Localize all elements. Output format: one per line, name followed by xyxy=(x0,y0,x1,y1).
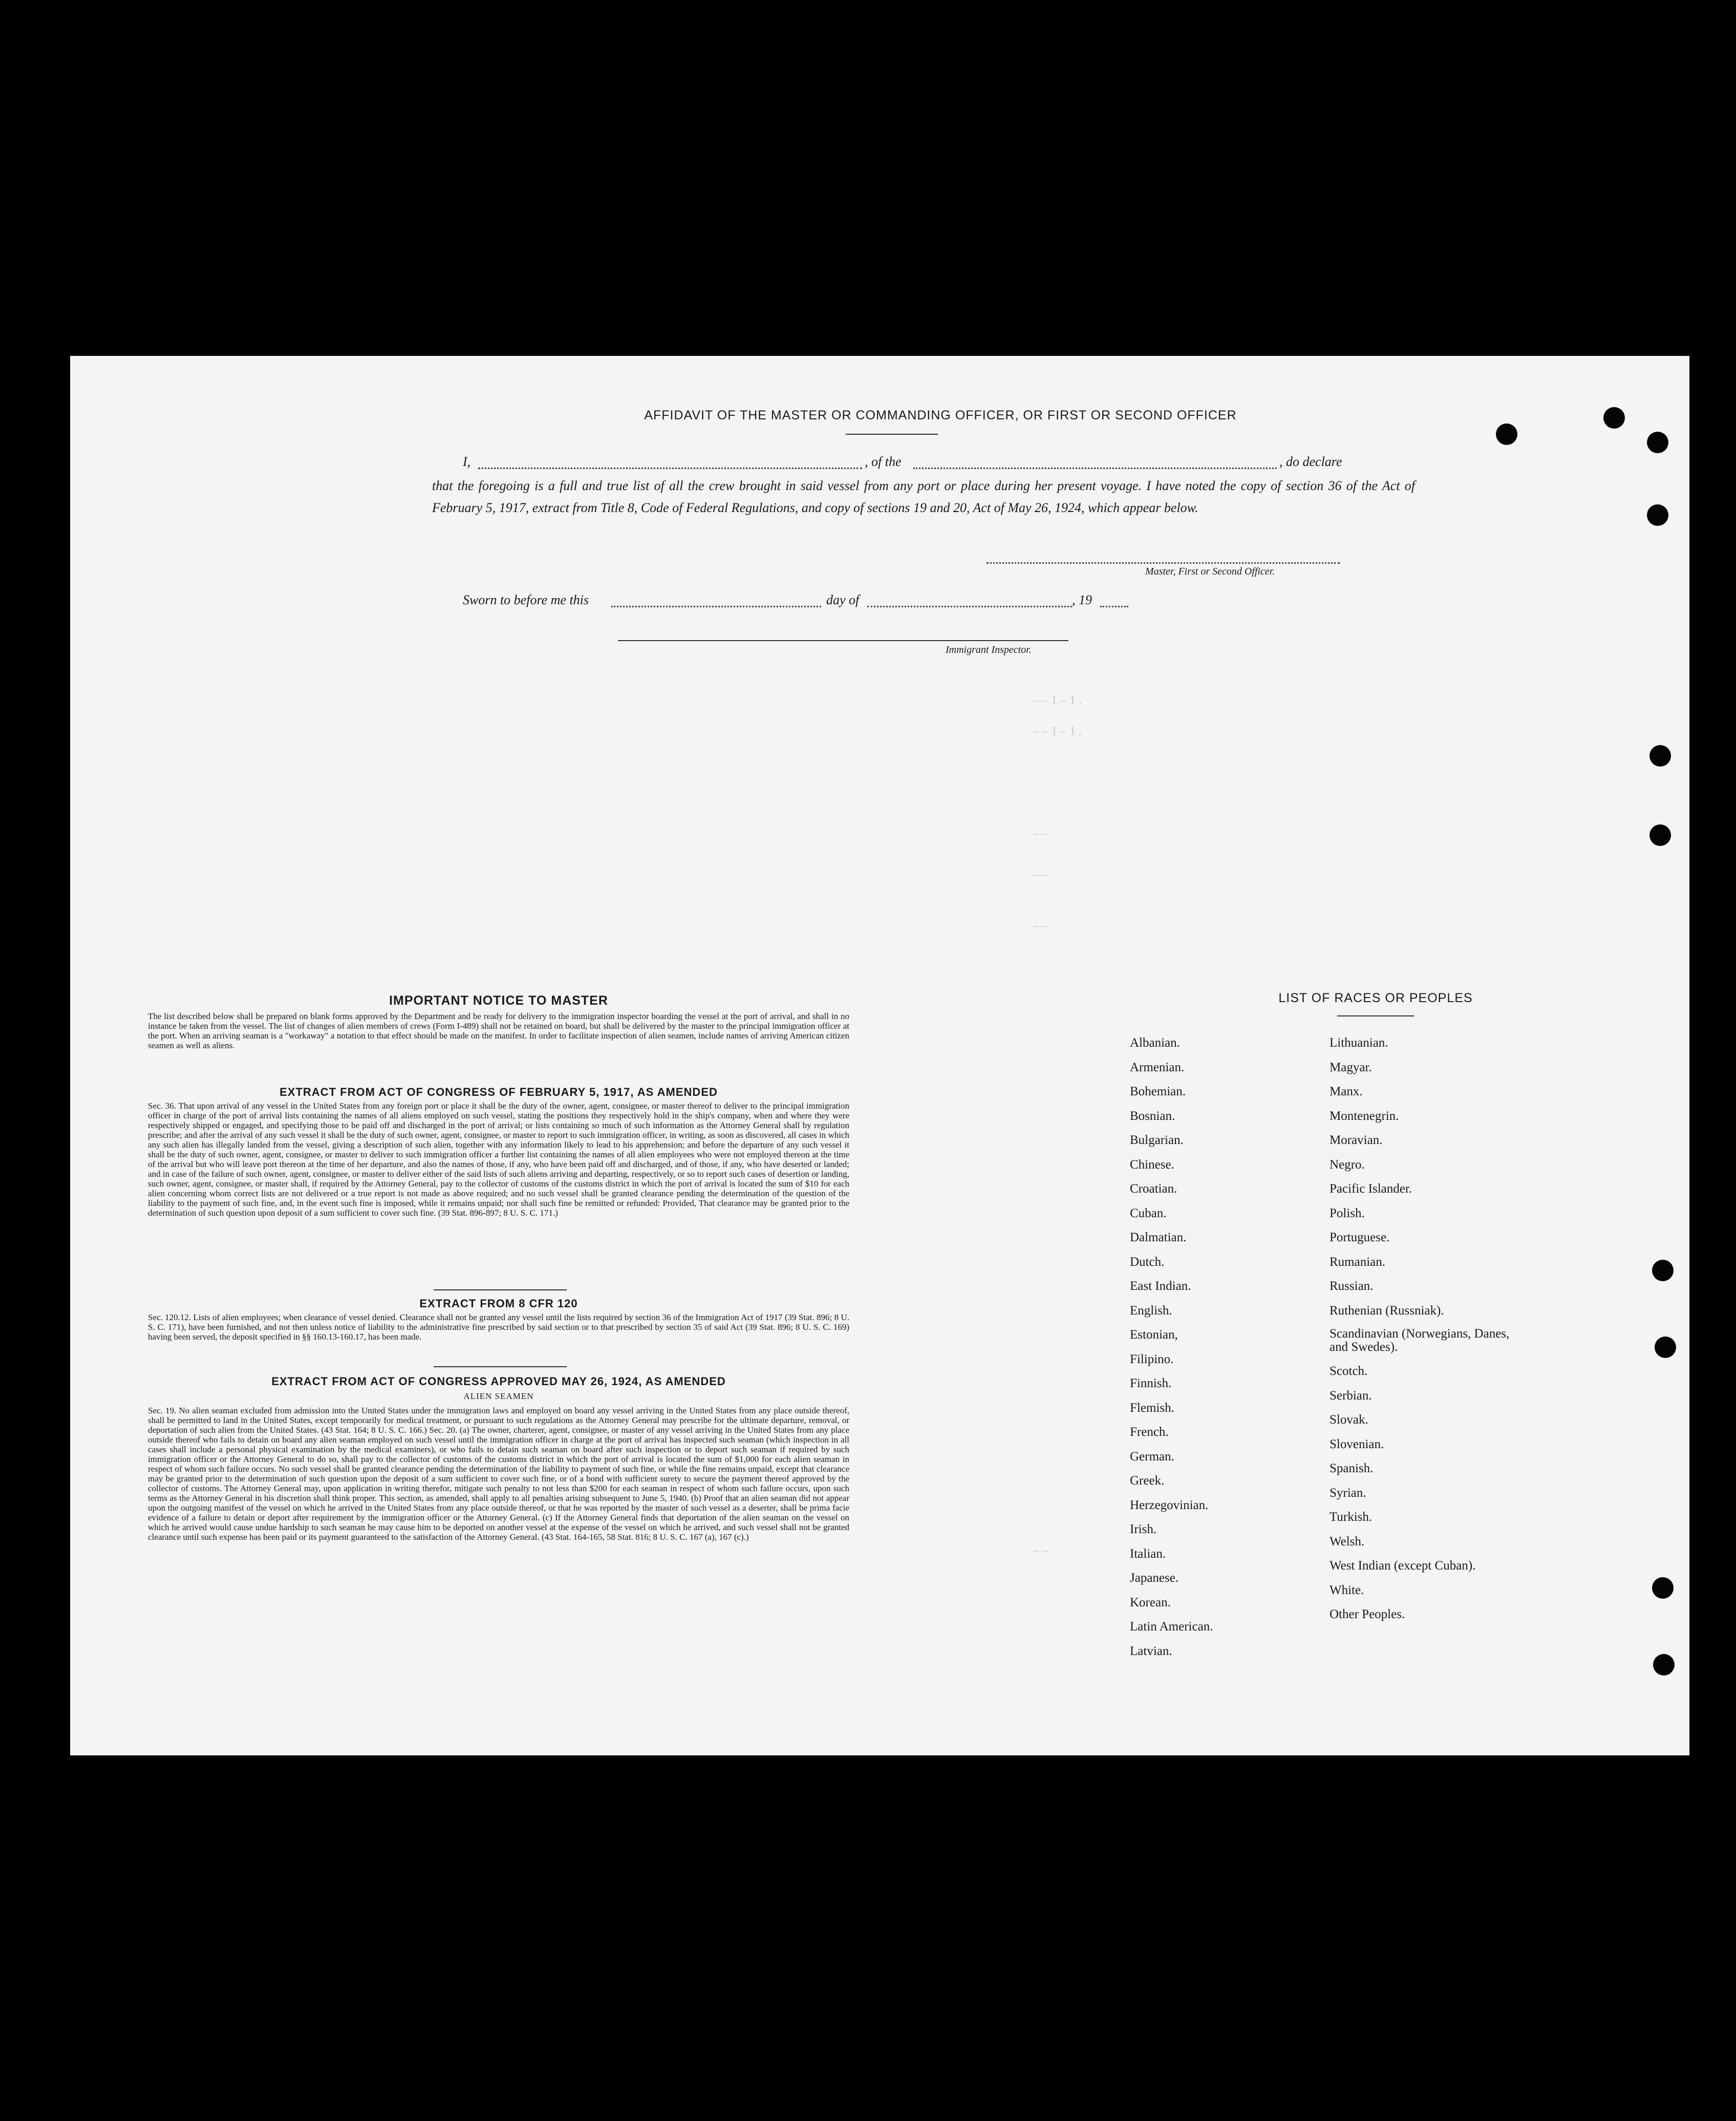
race-item: Greek. xyxy=(1130,1474,1165,1488)
race-item: East Indian. xyxy=(1130,1279,1191,1293)
of-the-label: , of the xyxy=(865,454,902,469)
extract-1924-text: Sec. 19. No alien seaman excluded from admission into the United States under the immigration laws and employed on board any vessel arriving in the United States from any place outside thereof, shall be permitted to land in the United States, except temporarily for medical treatment, or pursuant to such regulations as the Attorney General may prescribe for the ultimate departure, removal, or deportation of such alien from the United States. (43 Stat. 164; 8 U. S. C. 166.) Sec. 20. (a) The owner, charterer, agent, consignee, or master of any vessel arriving in the United States from any place outside thereof who fails to detain on board any alien seaman employed on such vessel until the immigration officer in charge at the port of arrival has inspected such seaman (which inspection in all cases shall include a personal physical examination by the medical examiners), or who fails to detain such seaman on board after such inspection or to deport such seaman if required by such immigration officer or the Attorney General to do so, shall pay to the collector of customs of the customs district in which the port of arrival is located the sum of $1,000 for each alien seaman in respect of whom such failure occurs. No such vessel shall be granted clearance pending the determination of the liability to payment of such fine, or while the fine remains unpaid, except that clearance may be granted prior to the determination of such question upon the deposit of a sum sufficient to cover such fine, or of a bond with sufficient surety to secure the payment thereof approved by the collector of customs. The Attorney General may, upon application in writing therefor, mitigate such penalty to not less than $200 for each seaman in respect of whom such failure occurs, upon such terms as the Attorney General in his discretion shall think proper. This section, as amended, shall apply to all penalties arising subsequent to June 5, 1940. (b) Proof that an alien seaman did not appear upon the outgoing manifest of the vessel on which he arrived in the United States from any place outside thereof, or that he was reported by the master of such vessel as a deserter, shall be prima facie evidence of a failure to detain or deport after requirement by the immigration officer or the Attorney General. (c) If the Attorney General finds that deportation of the alien seaman on the vessel on which he arrived would cause undue hardship to such seaman he may cause him to be deported on another vessel at the expense of the vessel on which he arrived, and such vessel shall not be granted clearance until such expense has been paid or its payment guaranteed to the satisfaction of the Attorney General. (43 Stat. 164-165, 58 Stat. 816; 8 U. S. C. 167 (a), 167 (c).) xyxy=(148,1406,849,1542)
race-item: Welsh. xyxy=(1330,1534,1365,1549)
race-item: Estonian, xyxy=(1130,1328,1178,1342)
race-item: Slovak. xyxy=(1330,1413,1368,1427)
section-divider xyxy=(434,1289,567,1290)
do-declare-label: , do declare xyxy=(1279,454,1342,469)
race-item: Moravian. xyxy=(1330,1133,1383,1147)
race-item: Spanish. xyxy=(1330,1461,1374,1476)
master-signature-label: Master, First or Second Officer. xyxy=(1145,566,1275,577)
notice-title: IMPORTANT NOTICE TO MASTER xyxy=(389,993,608,1008)
sworn-year-field[interactable] xyxy=(1100,606,1128,607)
sworn-label: Sworn to before me this xyxy=(463,592,589,607)
name-field[interactable] xyxy=(478,468,862,469)
declaration-line xyxy=(463,454,1415,472)
extract-8cfr-text: Sec. 120.12. Lists of alien employees; when clearance of vessel denied. Clearance shall not be granted any vessel until the lists required by section 36 of the Immigration Act of 1917 (39 Stat. 896; 8 U. S. C. 171), have been furnished, and not then unless notice of liability to the administrative fine prescribed by said section or to that prescribed by section 35 of said Act (39 Stat. 896; 8 U. S. C. 169) having been served, the deposit specified in §§ 160.13-160.17, has been made. xyxy=(148,1312,849,1342)
race-item: Other Peoples. xyxy=(1330,1607,1405,1622)
race-item: Slovenian. xyxy=(1330,1437,1384,1451)
race-item: West Indian (except Cuban). xyxy=(1330,1559,1476,1573)
race-item: Negro. xyxy=(1330,1157,1365,1172)
race-item: Latvian. xyxy=(1130,1644,1172,1658)
race-item: Italian. xyxy=(1130,1546,1166,1561)
extract-8cfr-title: EXTRACT FROM 8 CFR 120 xyxy=(419,1297,578,1310)
race-item: Polish. xyxy=(1330,1206,1365,1220)
extract-1917-text: Sec. 36. That upon arrival of any vessel in the United States from any foreign port or place it shall be the duty of the owner, agent, consignee, or master thereof to deliver to the principal immigration officer in charge of the port of arrival lists containing the names of all aliens employed on such vessel, stating the positions they respectively hold in the ship's company, when and where they were respectively shipped or engaged, and specifying those to be paid off and discharged in the port of arrival; or lists containing so much of such information as the Attorney General shall by regulation prescribe; and after the arrival of any such vessel it shall be the duty of such owner, agent, consignee, or master to report to such immigration officer, in writing, as soon as discovered, all cases in which any such alien has illegally landed from the vessel, giving a description of such alien, together with any information likely to lead to his apprehension; and before the departure of any such vessel it shall be the duty of such owner, agent, consignee, or master to deliver to such immigration officer a further list containing the names of all alien employees who were not employed thereon at the time of the arrival but who will leave port thereon at the time of her departure, and also the names of those, if any, who have been paid off and discharged, and of those, if any, who have deserted or landed; and in case of the failure of such owner, agent, consignee, or master to deliver either of the said lists of such aliens arriving and departing, respectively, or so to report such cases of desertion or landing, such owner, agent, consignee, or master shall, if required by the Attorney General, pay to the collector of customs of the customs district in which the port of arrival is located the sum of $10 for each alien concerning whom correct lists are not delivered or a true report is not made as above required; and no such vessel shall be granted clearance pending the determination of the question of the liability to the payment of such fine, and, in the event such fine is imposed, while it remains unpaid; nor shall such fine be remitted or refunded: Provided, That clearance may be granted prior to the determination of such question upon deposit of a sum sufficient to cover such fine. (39 Stat. 896-897; 8 U. S. C. 171.) xyxy=(148,1101,849,1218)
race-item: Ruthenian (Russniak). xyxy=(1330,1303,1444,1318)
race-item: Montenegrin. xyxy=(1330,1109,1399,1123)
race-item: Latin American. xyxy=(1130,1620,1213,1634)
punch-hole xyxy=(1603,407,1625,429)
inspector-signature-label: Immigrant Inspector. xyxy=(946,644,1032,655)
punch-hole xyxy=(1496,423,1517,445)
extract-1917-title: EXTRACT FROM ACT OF CONGRESS OF FEBRUARY 5, 1917, AS AMENDED xyxy=(280,1086,718,1098)
race-item: Cuban. xyxy=(1130,1206,1167,1220)
notice-text: The list described below shall be prepared on blank forms approved by the Department and be ready for delivery to the immigration inspector boarding the vessel at the port of arrival, and shall in no instance be taken from the vessel. The list of changes of alien members of crews (Form I-489) shall not be retained on board, but shall be delivered by the master to the principal immigration officer at the port. When an arriving seaman is a "workaway" a notation to that effect should be made on the manifest. In order to facilitate inspection of alien seamen, include names of arriving American citizen seamen as well as aliens. xyxy=(148,1011,849,1050)
races-title-underline xyxy=(1337,1015,1414,1016)
race-item: Irish. xyxy=(1130,1522,1157,1536)
document-page xyxy=(70,356,1689,1755)
extract-1924-subtitle: ALIEN SEAMEN xyxy=(463,1391,534,1401)
sworn-day-field[interactable] xyxy=(611,606,821,607)
race-item: Pacific Islander. xyxy=(1330,1182,1412,1196)
punch-hole xyxy=(1647,432,1668,453)
inspector-signature-line[interactable] xyxy=(618,640,1068,641)
race-item: Manx. xyxy=(1330,1085,1363,1098)
punch-hole xyxy=(1649,824,1671,846)
races-title: LIST OF RACES OR PEOPLES xyxy=(1278,991,1473,1005)
race-item: Portuguese. xyxy=(1330,1231,1390,1244)
race-item: Scotch. xyxy=(1330,1364,1368,1378)
race-item: Bulgarian. xyxy=(1130,1133,1184,1147)
i-label: I, xyxy=(463,454,471,469)
year-label: , 19 xyxy=(1072,592,1092,607)
race-item: Chinese. xyxy=(1130,1157,1174,1172)
punch-hole xyxy=(1649,745,1671,767)
punch-hole xyxy=(1652,1260,1674,1281)
race-item: Serbian. xyxy=(1330,1388,1372,1403)
punch-hole xyxy=(1653,1654,1675,1675)
race-item: Turkish. xyxy=(1330,1510,1373,1524)
race-item: Dalmatian. xyxy=(1130,1231,1187,1244)
race-item: Armenian. xyxy=(1130,1060,1185,1074)
race-item: Dutch. xyxy=(1130,1255,1165,1269)
race-item: Finnish. xyxy=(1130,1376,1172,1390)
race-item: White. xyxy=(1330,1583,1364,1597)
race-item: Bohemian. xyxy=(1130,1085,1186,1098)
race-item: French. xyxy=(1130,1425,1169,1439)
affidavit-body: that the foregoing is a full and true list of all the crew brought in said vessel from any port or place during her present voyage. I have noted the copy of section 36 of the Act of February 5, 1917, extract from Title 8, Code of Federal Regulations, and copy of sections 19 and 20, Act of May 26, 1924, which appear below. xyxy=(432,478,1415,515)
race-item: German. xyxy=(1130,1449,1174,1464)
race-item: Herzegovinian. xyxy=(1130,1498,1209,1512)
race-item: Croatian. xyxy=(1130,1182,1177,1196)
sworn-line xyxy=(463,592,1231,610)
sworn-month-field[interactable] xyxy=(867,606,1072,607)
race-item: Japanese. xyxy=(1130,1571,1179,1585)
race-item: Syrian. xyxy=(1330,1486,1366,1500)
race-item: Filipino. xyxy=(1130,1352,1174,1366)
punch-hole xyxy=(1647,504,1668,526)
race-item: Scandinavian (Norwegians, Danes, and Swedes). xyxy=(1330,1327,1510,1354)
race-item: Korean. xyxy=(1130,1595,1171,1609)
race-item: Russian. xyxy=(1330,1279,1374,1293)
punch-hole xyxy=(1655,1337,1676,1358)
section-divider xyxy=(434,1366,567,1367)
race-item: Magyar. xyxy=(1330,1060,1372,1074)
title-underline xyxy=(846,434,938,435)
race-item: Lithuanian. xyxy=(1330,1036,1388,1050)
master-signature-line[interactable] xyxy=(987,562,1340,564)
affidavit-title: AFFIDAVIT OF THE MASTER OR COMMANDING OFFICER, OR FIRST OR SECOND OFFICER xyxy=(644,408,1237,422)
race-item: Rumanian. xyxy=(1330,1255,1386,1269)
race-item: Bosnian. xyxy=(1130,1109,1175,1123)
bleed-through-marks: – – 1 – 1 . – – 1 – 1 . – – – – – – – – xyxy=(1033,694,1082,1557)
race-item: Flemish. xyxy=(1130,1401,1174,1415)
extract-1924-title: EXTRACT FROM ACT OF CONGRESS APPROVED MAY 26, 1924, AS AMENDED xyxy=(271,1375,726,1388)
vessel-field[interactable] xyxy=(913,468,1277,469)
race-item: English. xyxy=(1130,1303,1172,1318)
punch-hole xyxy=(1652,1577,1674,1599)
day-of-label: day of xyxy=(826,592,860,607)
race-item: Albanian. xyxy=(1130,1036,1180,1050)
